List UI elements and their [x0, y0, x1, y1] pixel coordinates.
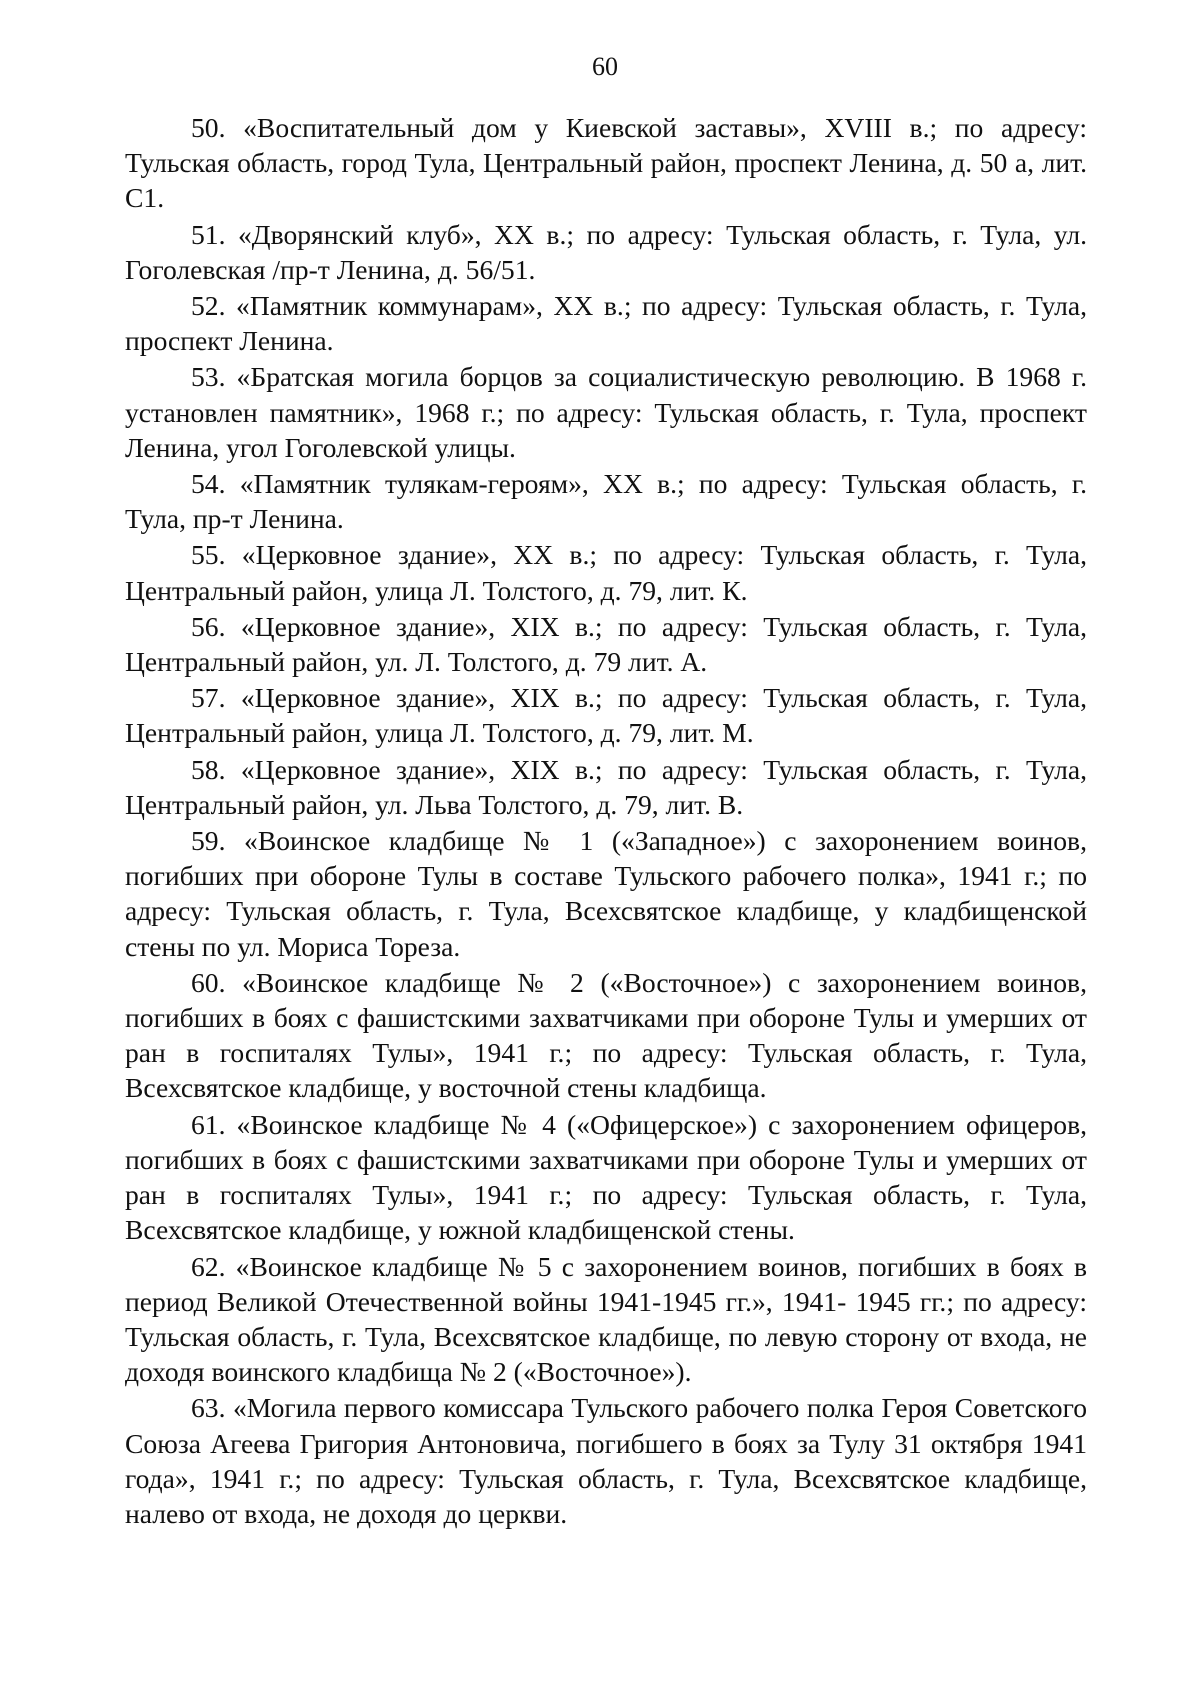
list-item-51: 51. «Дворянский клуб», XX в.; по адресу: Тульская область, г. Тула, ул. Гоголевская /пр-т Ленина, д. 56/51. [125, 218, 1087, 285]
list-item-50: 50. «Воспитательный дом у Киевской заставы», XVIII в.; по адресу: Тульская область, город Тула, Центральный район, проспект Ленина, д. 50 а, лит. С1. [125, 112, 1087, 214]
page-number: 60 [592, 52, 618, 81]
list-item-59: 59. «Воинское кладбище № 1 («Западное») с захоронением воинов, погибших при обороне Тулы в составе Тульского рабочего полка», 1941 г.; по адресу: Тульская область, г. Тула, Всехсвятское кладбище, у кладбищенской стены по ул. Мориса Тореза. [125, 825, 1087, 962]
list-item-54: 54. «Памятник тулякам-героям», XX в.; по адресу: Тульская область, г. Тула, пр-т Ленина. [125, 468, 1087, 535]
document-body [125, 110, 1087, 1532]
list-item-58: 58. «Церковное здание», XIX в.; по адресу: Тульская область, г. Тула, Центральный район, ул. Льва Толстого, д. 79, лит. В. [125, 753, 1087, 820]
list-item-62: 62. «Воинское кладбище № 5 с захоронением воинов, погибших в боях в период Великой Отечественной войны 1941-1945 гг.», 1941- 1945 гг.; по адресу: Тульская область, г. Тула, Всехсвятское кладбище, по левую сторону от входа, не доходя воинского кладбища № 2 («Восточное»). [125, 1250, 1087, 1388]
list-item-56: 56. «Церковное здание», XIX в.; по адресу: Тульская область, г. Тула, Центральный район, ул. Л. Толстого, д. 79 лит. А. [125, 610, 1087, 678]
list-item-55: 55. «Церковное здание», XX в.; по адресу: Тульская область, г. Тула, Центральный район, улица Л. Толстого, д. 79, лит. К. [125, 539, 1087, 606]
list-item-53: 53. «Братская могила борцов за социалистическую революцию. В 1968 г. установлен памятник», 1968 г.; по адресу: Тульская область, г. Тула, проспект Ленина, угол Гоголевской улицы. [125, 361, 1087, 463]
list-item-60: 60. «Воинское кладбище № 2 («Восточное») с захоронением воинов, погибших в боях с фашистскими захватчиками при обороне Тулы и умерших от ран в госпиталях Тулы», 1941 г.; по адресу: Тульская область, г. Тула, Всехсвятское кладбище, у восточной стены кладбища. [125, 966, 1087, 1104]
list-item-52: 52. «Памятник коммунарам», XX в.; по адресу: Тульская область, г. Тула, проспект Ленина. [125, 290, 1087, 357]
list-item-61: 61. «Воинское кладбище № 4 («Офицерское») с захоронением офицеров, погибших в боях с фашистскими захватчиками при обороне Тулы и умерших от ран в госпиталях Тулы», 1941 г.; по адресу: Тульская область, г. Тула, Всехсвятское кладбище, у южной кладбищенской стены. [125, 1108, 1087, 1246]
list-item-63: 63. «Могила первого комиссара Тульского рабочего полка Героя Советского Союза Агеева Григория Антоновича, погибшего в боях за Тулу 31 октября 1941 года», 1941 г.; по адресу: Тульская область, г. Тула, Всехсвятское кладбище, налево от входа, не доходя до церкви. [125, 1392, 1087, 1529]
list-item-57: 57. «Церковное здание», XIX в.; по адресу: Тульская область, г. Тула, Центральный район, улица Л. Толстого, д. 79, лит. М. [125, 682, 1087, 749]
